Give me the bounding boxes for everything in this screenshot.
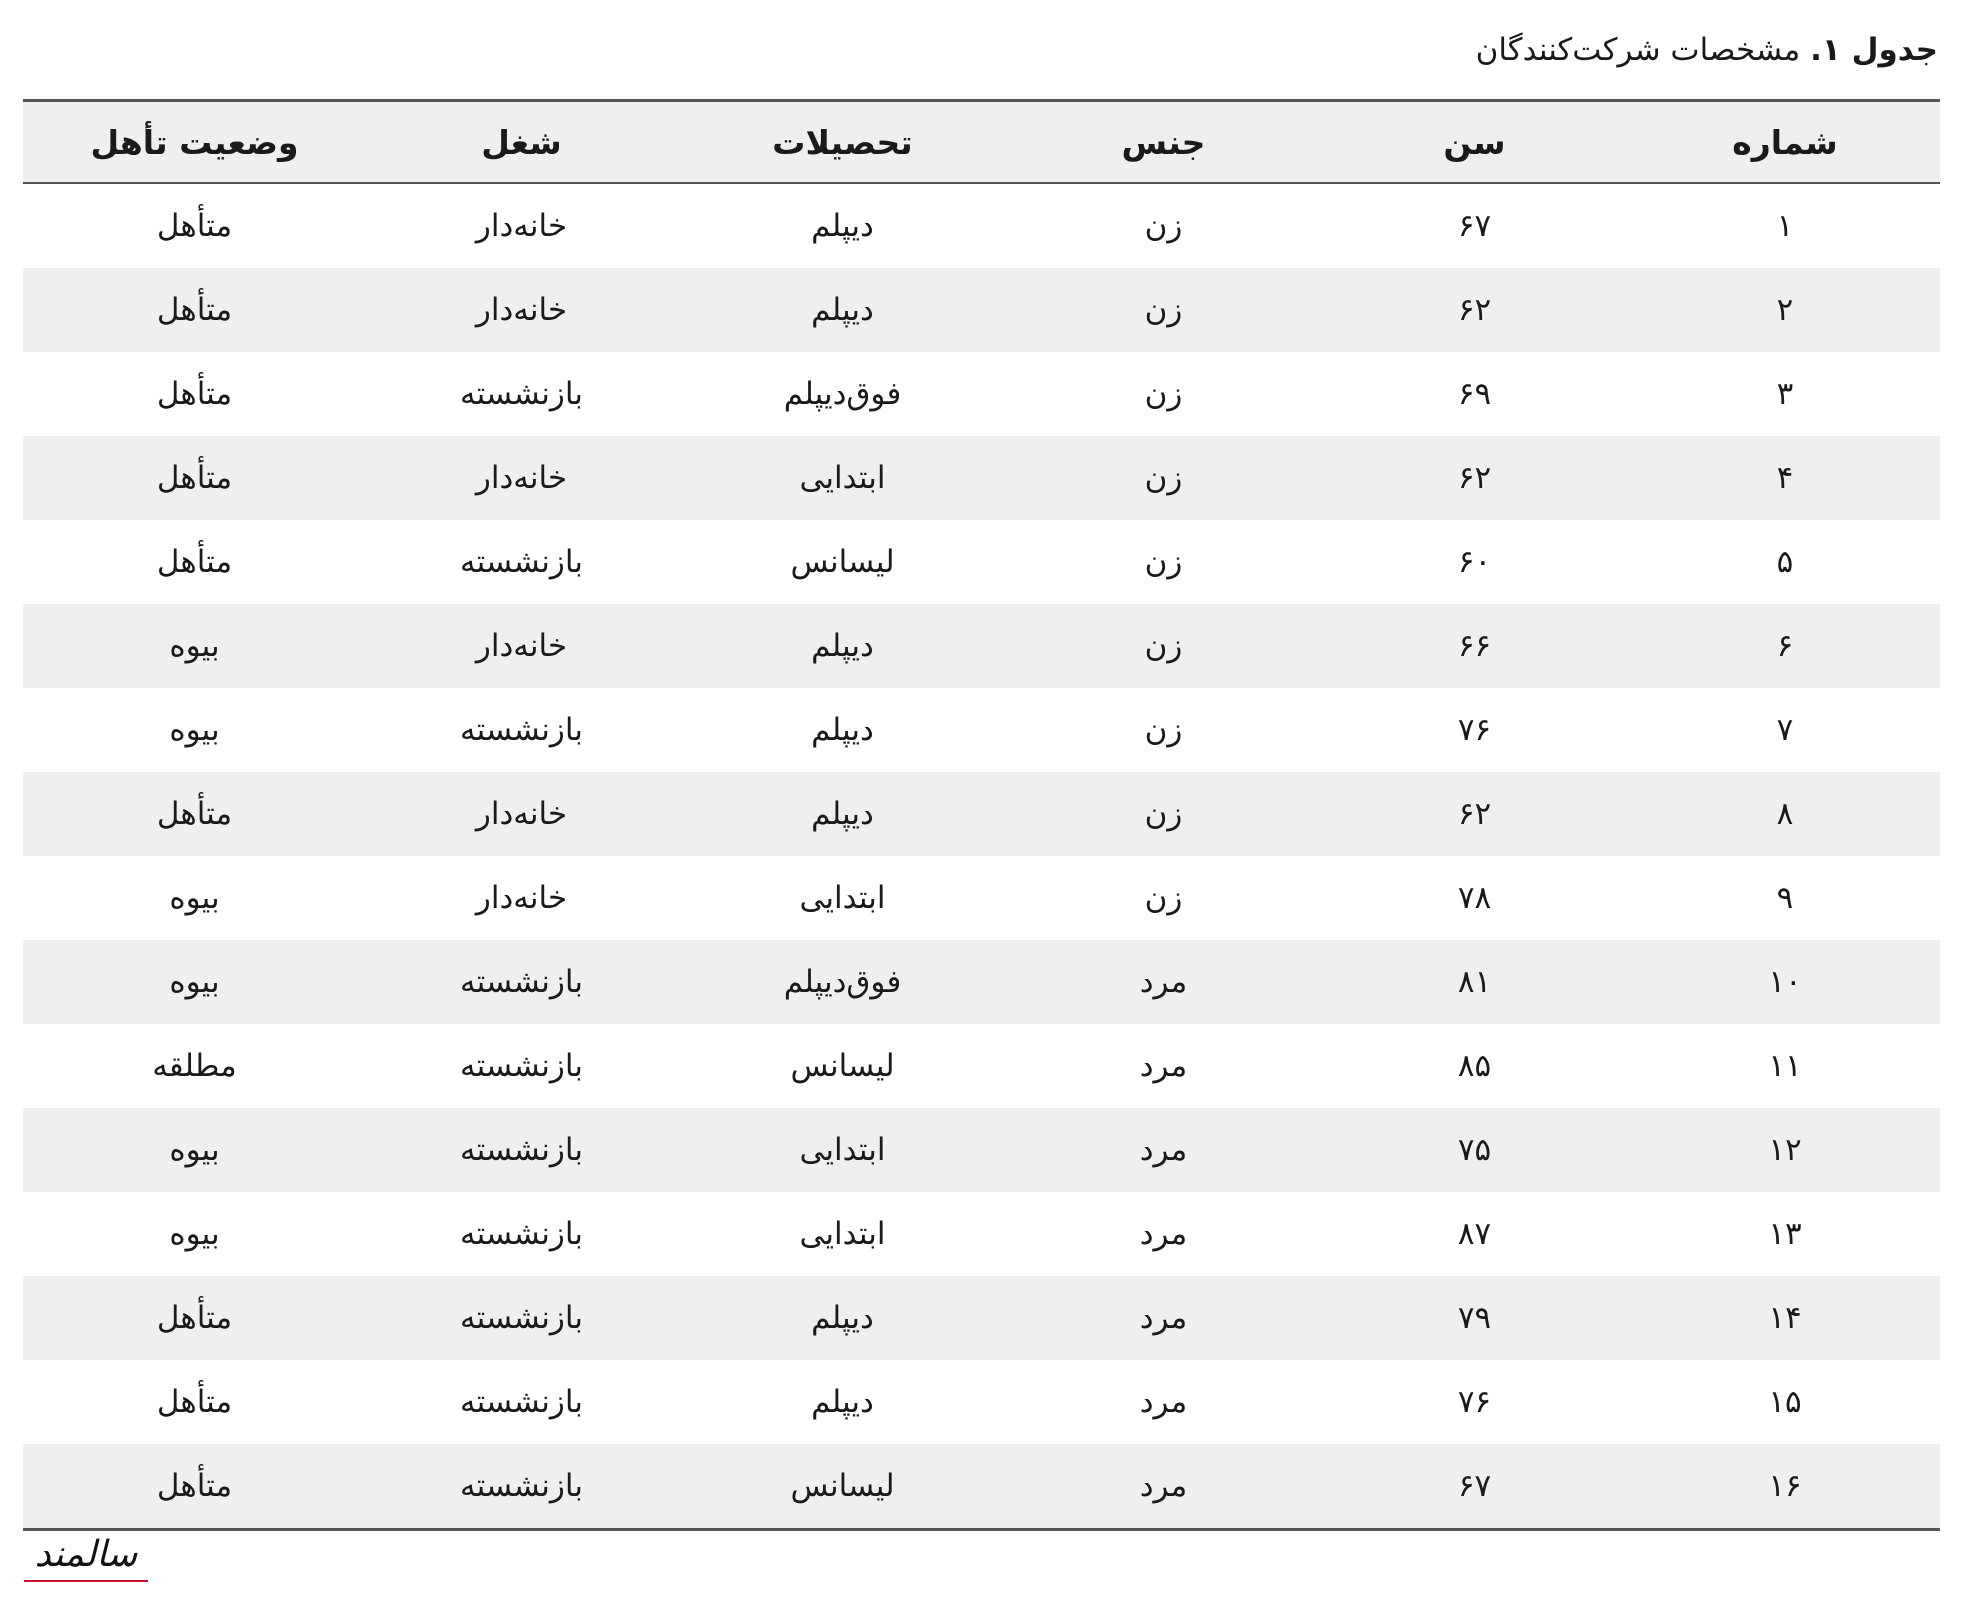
cell-number: ۱۴ (1768, 1300, 1802, 1336)
cell-education: دیپلم (811, 796, 874, 832)
cell-marital-status: بیوه (169, 712, 220, 748)
table-body (23, 183, 1940, 1530)
cell-number: ۲ (1776, 292, 1794, 328)
cell-marital-status: بیوه (169, 880, 220, 916)
cell-occupation: خانه‌دار (475, 628, 568, 664)
cell-gender: مرد (1139, 1048, 1188, 1084)
cell-gender: مرد (1139, 1216, 1188, 1252)
cell-marital-status: بیوه (169, 628, 220, 664)
cell-age: ۷۶ (1457, 712, 1492, 748)
table-row (23, 183, 1940, 268)
cell-education: لیسانس (790, 544, 895, 580)
table-row (23, 1360, 1940, 1444)
cell-age: ۶۷ (1457, 208, 1492, 244)
cell-marital-status: متأهل (156, 460, 233, 496)
cell-number: ۱۰ (1768, 964, 1802, 1000)
cell-occupation: بازنشسته (460, 1048, 583, 1084)
cell-marital-status: مطلقه (152, 1048, 237, 1084)
cell-marital-status: متأهل (156, 1384, 233, 1420)
cell-age: ۸۵ (1457, 1048, 1492, 1084)
cell-education: لیسانس (790, 1468, 895, 1504)
header-marital-status: وضعیت تأهل (90, 122, 299, 162)
cell-occupation: خانه‌دار (475, 460, 568, 496)
cell-gender: مرد (1139, 1468, 1188, 1504)
cell-gender: زن (1144, 292, 1183, 328)
table-caption (1476, 26, 1938, 74)
participants-table-container (23, 99, 1940, 1531)
cell-number: ۱۳ (1768, 1216, 1802, 1252)
cell-age: ۷۸ (1457, 880, 1492, 916)
table-row (23, 772, 1940, 856)
header-education: تحصیلات (772, 122, 913, 162)
cell-marital-status: متأهل (156, 796, 233, 832)
cell-number: ۴ (1776, 460, 1794, 496)
cell-age: ۶۲ (1457, 796, 1492, 832)
cell-gender: زن (1144, 208, 1183, 244)
cell-education: ابتدایی (799, 1216, 886, 1252)
participants-table (23, 99, 1940, 1531)
cell-education: فوق‌دیپلم (783, 964, 902, 1000)
cell-gender: زن (1144, 796, 1183, 832)
cell-occupation: بازنشسته (460, 1384, 583, 1420)
cell-occupation: بازنشسته (460, 376, 583, 412)
header-number: شماره (1732, 122, 1838, 162)
cell-marital-status: متأهل (156, 1468, 233, 1504)
cell-gender: زن (1144, 460, 1183, 496)
cell-gender: زن (1144, 376, 1183, 412)
cell-marital-status: متأهل (156, 208, 233, 244)
cell-marital-status: متأهل (156, 376, 233, 412)
cell-gender: مرد (1139, 1132, 1188, 1168)
cell-education: دیپلم (811, 628, 874, 664)
cell-occupation: خانه‌دار (475, 880, 568, 916)
cell-number: ۶ (1776, 628, 1794, 664)
cell-marital-status: بیوه (169, 964, 220, 1000)
table-row (23, 1024, 1940, 1108)
cell-gender: مرد (1139, 964, 1188, 1000)
table-row (23, 688, 1940, 772)
cell-occupation: خانه‌دار (475, 208, 568, 244)
cell-age: ۶۲ (1457, 460, 1492, 496)
table-row (23, 1276, 1940, 1360)
cell-gender: زن (1144, 544, 1183, 580)
cell-occupation: بازنشسته (460, 544, 583, 580)
cell-number: ۸ (1776, 796, 1794, 832)
cell-number: ۹ (1776, 880, 1794, 916)
header-row (23, 101, 1940, 184)
cell-age: ۷۹ (1457, 1300, 1492, 1336)
cell-marital-status: متأهل (156, 544, 233, 580)
cell-occupation: خانه‌دار (475, 796, 568, 832)
cell-education: فوق‌دیپلم (783, 376, 902, 412)
cell-age: ۶۹ (1457, 376, 1492, 412)
cell-number: ۱۲ (1768, 1132, 1802, 1168)
cell-education: دیپلم (811, 208, 874, 244)
header-occupation: شغل (481, 122, 562, 162)
cell-age: ۷۵ (1457, 1132, 1492, 1168)
cell-education: دیپلم (811, 712, 874, 748)
cell-education: دیپلم (811, 1300, 874, 1336)
table-row (23, 268, 1940, 352)
cell-age: ۶۲ (1457, 292, 1492, 328)
cell-number: ۱ (1776, 208, 1794, 244)
logo-text: سالمند (34, 1534, 138, 1575)
cell-age: ۶۰ (1457, 544, 1492, 580)
cell-marital-status: متأهل (156, 292, 233, 328)
table-row (23, 520, 1940, 604)
cell-age: ۶۶ (1457, 628, 1492, 664)
cell-gender: زن (1144, 628, 1183, 664)
cell-education: ابتدایی (799, 1132, 886, 1168)
cell-number: ۱۵ (1768, 1384, 1802, 1420)
table-row (23, 604, 1940, 688)
cell-gender: زن (1144, 880, 1183, 916)
cell-occupation: خانه‌دار (475, 292, 568, 328)
header-age: سن (1443, 122, 1506, 162)
cell-occupation: بازنشسته (460, 1132, 583, 1168)
table-row (23, 1192, 1940, 1276)
cell-marital-status: بیوه (169, 1132, 220, 1168)
cell-education: دیپلم (811, 292, 874, 328)
cell-education: لیسانس (790, 1048, 895, 1084)
cell-occupation: بازنشسته (460, 712, 583, 748)
cell-gender: مرد (1139, 1384, 1188, 1420)
cell-education: ابتدایی (799, 460, 886, 496)
table-row (23, 940, 1940, 1024)
cell-age: ۸۷ (1457, 1216, 1492, 1252)
cell-education: دیپلم (811, 1384, 874, 1420)
cell-marital-status: بیوه (169, 1216, 220, 1252)
cell-occupation: بازنشسته (460, 1468, 583, 1504)
salmand-logo (22, 1530, 150, 1586)
table-row (23, 436, 1940, 520)
cell-number: ۵ (1776, 544, 1794, 580)
table-row (23, 352, 1940, 436)
cell-number: ۳ (1776, 376, 1794, 412)
cell-education: ابتدایی (799, 880, 886, 916)
table-row (23, 856, 1940, 940)
table-caption-title: مشخصات شرکت‌کنندگان (1475, 32, 1801, 68)
cell-marital-status: متأهل (156, 1300, 233, 1336)
table-row (23, 1444, 1940, 1530)
cell-number: ۱۱ (1768, 1048, 1802, 1084)
table-row (23, 1108, 1940, 1192)
cell-gender: مرد (1139, 1300, 1188, 1336)
cell-age: ۸۱ (1457, 964, 1492, 1000)
cell-age: ۶۷ (1457, 1468, 1492, 1504)
header-gender: جنس (1121, 122, 1206, 162)
table-header (23, 101, 1940, 184)
cell-number: ۷ (1776, 712, 1794, 748)
table-caption-label: جدول ۱. (1810, 32, 1938, 68)
cell-occupation: بازنشسته (460, 964, 583, 1000)
cell-occupation: بازنشسته (460, 1216, 583, 1252)
cell-number: ۱۶ (1768, 1468, 1802, 1504)
cell-gender: زن (1144, 712, 1183, 748)
cell-age: ۷۶ (1457, 1384, 1492, 1420)
cell-occupation: بازنشسته (460, 1300, 583, 1336)
